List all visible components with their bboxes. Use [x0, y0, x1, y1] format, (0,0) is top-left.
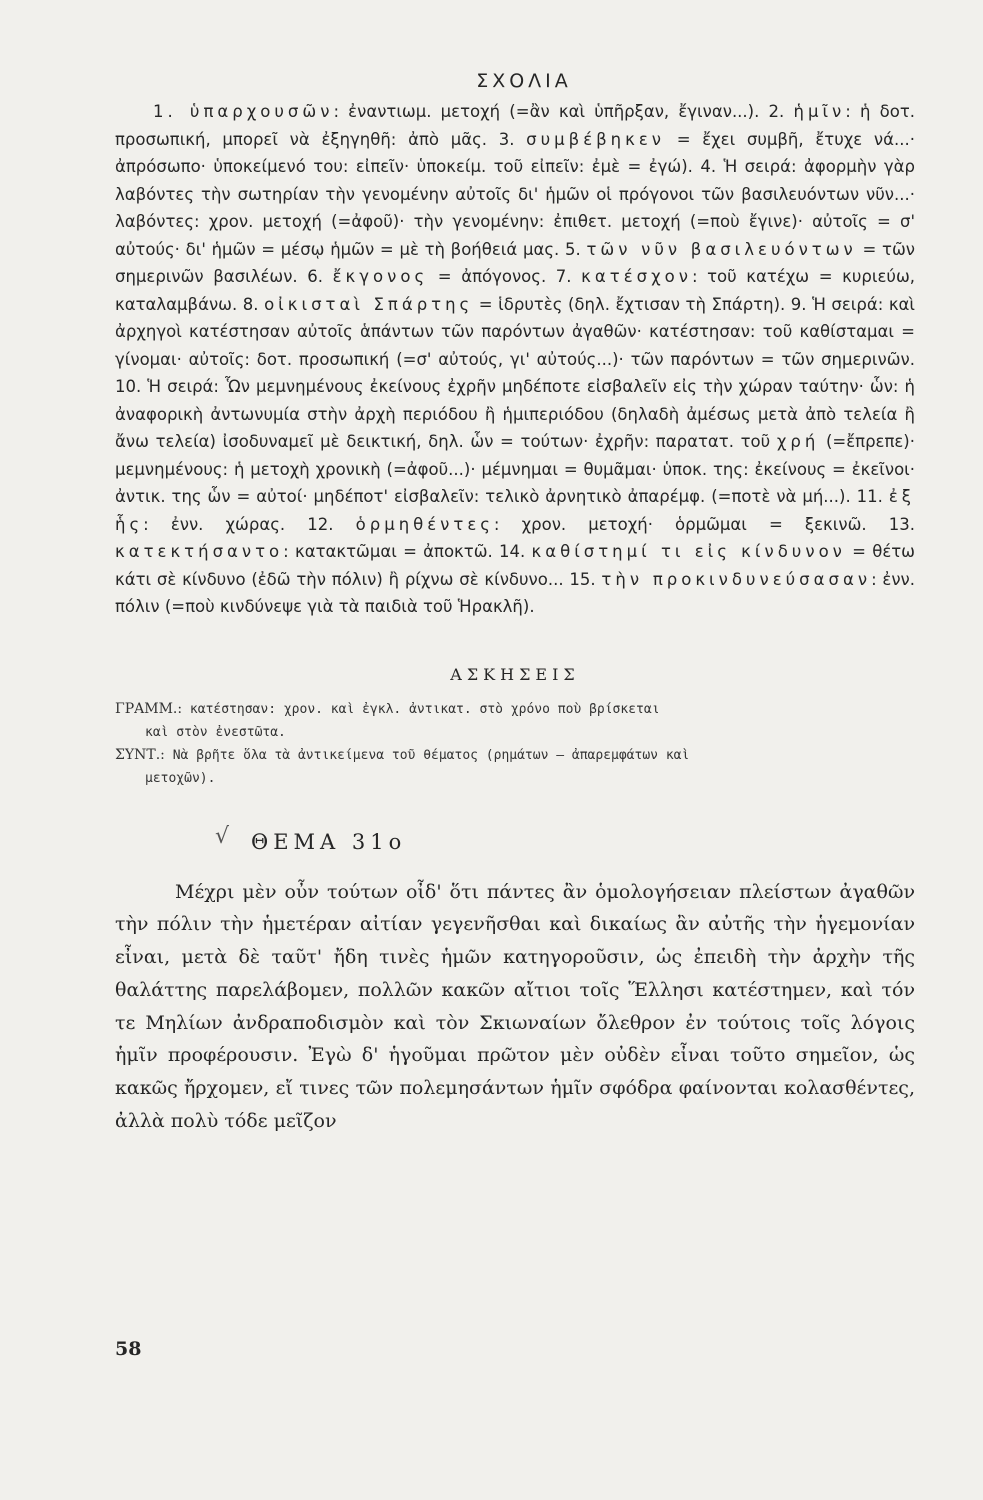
scholia-seg: ἐξ ἧς	[115, 487, 915, 534]
scholia-seg: χρή	[776, 432, 820, 451]
scholia-seg: (=ἔπρεπε)· μεμνημένους: ἡ μετοχὴ χρονικὴ (=ἀφοῦ...)· μέμνημαι = θυμᾶμαι· ὑποκ. της: ἐκείνους = ἐκεῖνοι· ἀντικ. της ὧν = αὐτοί· μηδέποτ' εἰσβαλεῖν: τελικὸ ἀρνητικὸ ἀπαρέμφ. (=ποτὲ νὰ μή...). 11.	[115, 432, 915, 506]
scholia-seg: κατεκτήσαντο	[115, 542, 284, 561]
exercise-label: ΣΥΝΤ.:	[115, 746, 165, 763]
page	[115, 70, 915, 1138]
theme-title: ΘΕΜΑ 31ο	[251, 829, 407, 854]
exercise-text: Νὰ βρῆτε ὅλα τὰ ἀντικείμενα τοῦ θέματος (ρημάτων — ἀπαρεμφάτων καὶ	[172, 747, 690, 763]
scholia-seg: = ἔχει συμβῆ, ἔτυχε νά...· ἀπρόσωπο· ὑποκείμενό του: εἰπεῖν· ὑποκείμ. τοῦ εἰπεῖν: ἐμὲ = ἐγώ). 4. Ἡ σειρά: ἀφορμὴν γὰρ λαβόντες τὴν σωτηρίαν τὴν γενομένην αὐτοῖς δι' ἡμῶν οἱ πρόγονοι τῶν βασιλευόντων νῦν...· λαβόντες: χρον. μετοχή (=ἀφοῦ)· τὴν γενομένην: ἐπιθετ. μετοχή (=ποὺ ἔγινε)· αὐτοῖς = σ' αὐτούς· δι' ἡμῶν = μέσῳ ἡμῶν = μὲ τὴ βοήθειά μας. 5.	[115, 129, 915, 259]
scholia-seg: κατέσχον	[581, 267, 692, 286]
exercise-text-cont: μετοχῶν).	[145, 770, 216, 786]
exercise-text-cont: καὶ στὸν ἐνεστῶτα.	[145, 724, 286, 740]
exercise-text: κατέστησαν: χρον. καὶ ἐγκλ. ἀντικατ. στὸ χρόνο ποὺ βρίσκεται	[189, 701, 660, 717]
scholia-seg: = ἱδρυτὲς (δηλ. ἔχτισαν τὴ Σπάρτη). 9. Ἡ σειρά: καὶ ἀρχηγοὶ κατέστησαν αὐτοῖς ἁπάντων τῶν παρόντων ἀγαθῶν· κατέστησαν: τοῦ καθίσταμαι = γίνομαι· αὐτοῖς: δοτ. προσωπική (=σ' αὐτούς, γι' αὐτούς...)· τῶν παρόντων = τῶν σημερινῶν. 10. Ἡ σειρά: Ὧν μεμνημένους ἐκείνους ἐχρῆν μηδέποτε εἰσβαλεῖν εἰς τὴν χώραν ταύτην· ὧν: ἡ ἀναφορικὴ ἀντωνυμία στὴν ἀρχὴ περιόδου ἢ ἡμιπεριόδου (δηλαδὴ ἀμέσως μετὰ ἀπὸ τελεία ἢ ἄνω τελεία) ἰσοδυναμεῖ μὲ δεικτική, δηλ. ὧν = τούτων· ἐχρῆν: παρατατ. τοῦ	[115, 294, 916, 451]
scholia-seg: : κατακτῶμαι = ἀποκτῶ. 14.	[283, 542, 532, 561]
scholia-seg: = τῶν σημερινῶν βασιλέων. 6.	[115, 239, 915, 286]
exercise-syntax	[115, 744, 915, 790]
askiseis-heading: ΑΣΚΗΣΕΙΣ	[450, 664, 580, 684]
scholia-seg: ἔκγονος	[332, 267, 429, 286]
scholia-seg: : ἐνν. πόλιν (=ποὺ κινδύνεψε γιὰ τὰ παιδιὰ τοῦ Ἡρακλῆ).	[115, 569, 916, 616]
theme-heading	[215, 823, 915, 854]
scholia-text	[115, 98, 915, 621]
page-number: 58	[115, 1338, 142, 1360]
scholia-seg: συμβέβηκεν	[526, 129, 665, 149]
scholia-seg: οἰκισταὶ Σπάρτης	[264, 294, 474, 314]
scholia-seg: = ἀπόγονος. 7.	[428, 267, 582, 286]
scholia-seg: : τοῦ κατέχω = κυριεύω, καταλαμβάνω. 8.	[115, 267, 916, 314]
scholia-seg: : ἐνν. χώρας. 12.	[143, 514, 356, 534]
scholia-seg: ὁρμηθέντες	[355, 514, 494, 534]
scholia-seg: καθίστημί τι εἰς κίνδυνον	[531, 542, 846, 561]
scholia-seg: ἡμῖν	[793, 102, 846, 121]
check-mark-icon: √	[215, 823, 235, 849]
scholia-seg: : ἐναντιωμ. μετοχή (=ἂν καὶ ὑπῆρξαν, ἔγιναν...). 2.	[333, 102, 794, 121]
scholia-seg: τὴν προκινδυνεύσασαν	[601, 569, 872, 589]
scholia-seg: : χρον. μετοχή· ὁρμῶμαι = ξεκινῶ. 13.	[493, 514, 915, 534]
scholia-seg: = θέτω κάτι σὲ κίνδυνο (ἐδῶ τὴν πόλιν) ἢ ρίχνω σὲ κίνδυνο... 15.	[115, 542, 915, 589]
exercise-grammar	[115, 698, 915, 744]
scholia-seg: τῶν νῦν βασιλευόντων	[586, 239, 857, 259]
scholia-heading: ΣΧΟΛΙΑ	[476, 70, 572, 92]
ancient-greek-text: Μέχρι μὲν οὖν τούτων οἶδ' ὅτι πάντες ἂν ὁμολογήσειαν πλείστων ἀγαθῶν τὴν πόλιν τὴν ἡμετέραν αἰτίαν γεγενῆσθαι καὶ δικαίως ἂν αὐτῆς τὴν ἡγεμονίαν εἶναι, μετὰ δὲ ταῦτ' ἤδη τινὲς ἡμῶν κατηγοροῦσιν, ὡς ἐπειδὴ τὴν ἀρχὴν τῆς θαλάττης παρελάβομεν, πολλῶν κακῶν αἴτιοι τοῖς Ἕλλησι κατέστημεν, καὶ τόν τε Μηλίων ἀνδραποδισμὸν καὶ τὸν Σκιωναίων ὄλεθρον ἐν τούτοις τοῖς λόγοις ἡμῖν προφέρουσιν. Ἐγὼ δ' ἡγοῦμαι πρῶτον μὲν οὐδὲν εἶναι τοῦτο σημεῖον, ὡς κακῶς ἤρχομεν, εἴ τινες τῶν πολεμησάντων ἡμῖν σφόδρα φαίνονται κολασθέντες, ἀλλὰ πολὺ τόδε μεῖζον	[115, 880, 915, 1133]
exercise-label: ΓΡΑΜΜ.:	[115, 700, 183, 717]
scholia-seg: : ἡ δοτ. προσωπική, μπορεῖ νὰ ἐξηγηθῆ: ἀπὸ μᾶς. 3.	[115, 102, 916, 149]
scholia-seg: 1. ὑπαρχουσῶν	[153, 102, 334, 121]
